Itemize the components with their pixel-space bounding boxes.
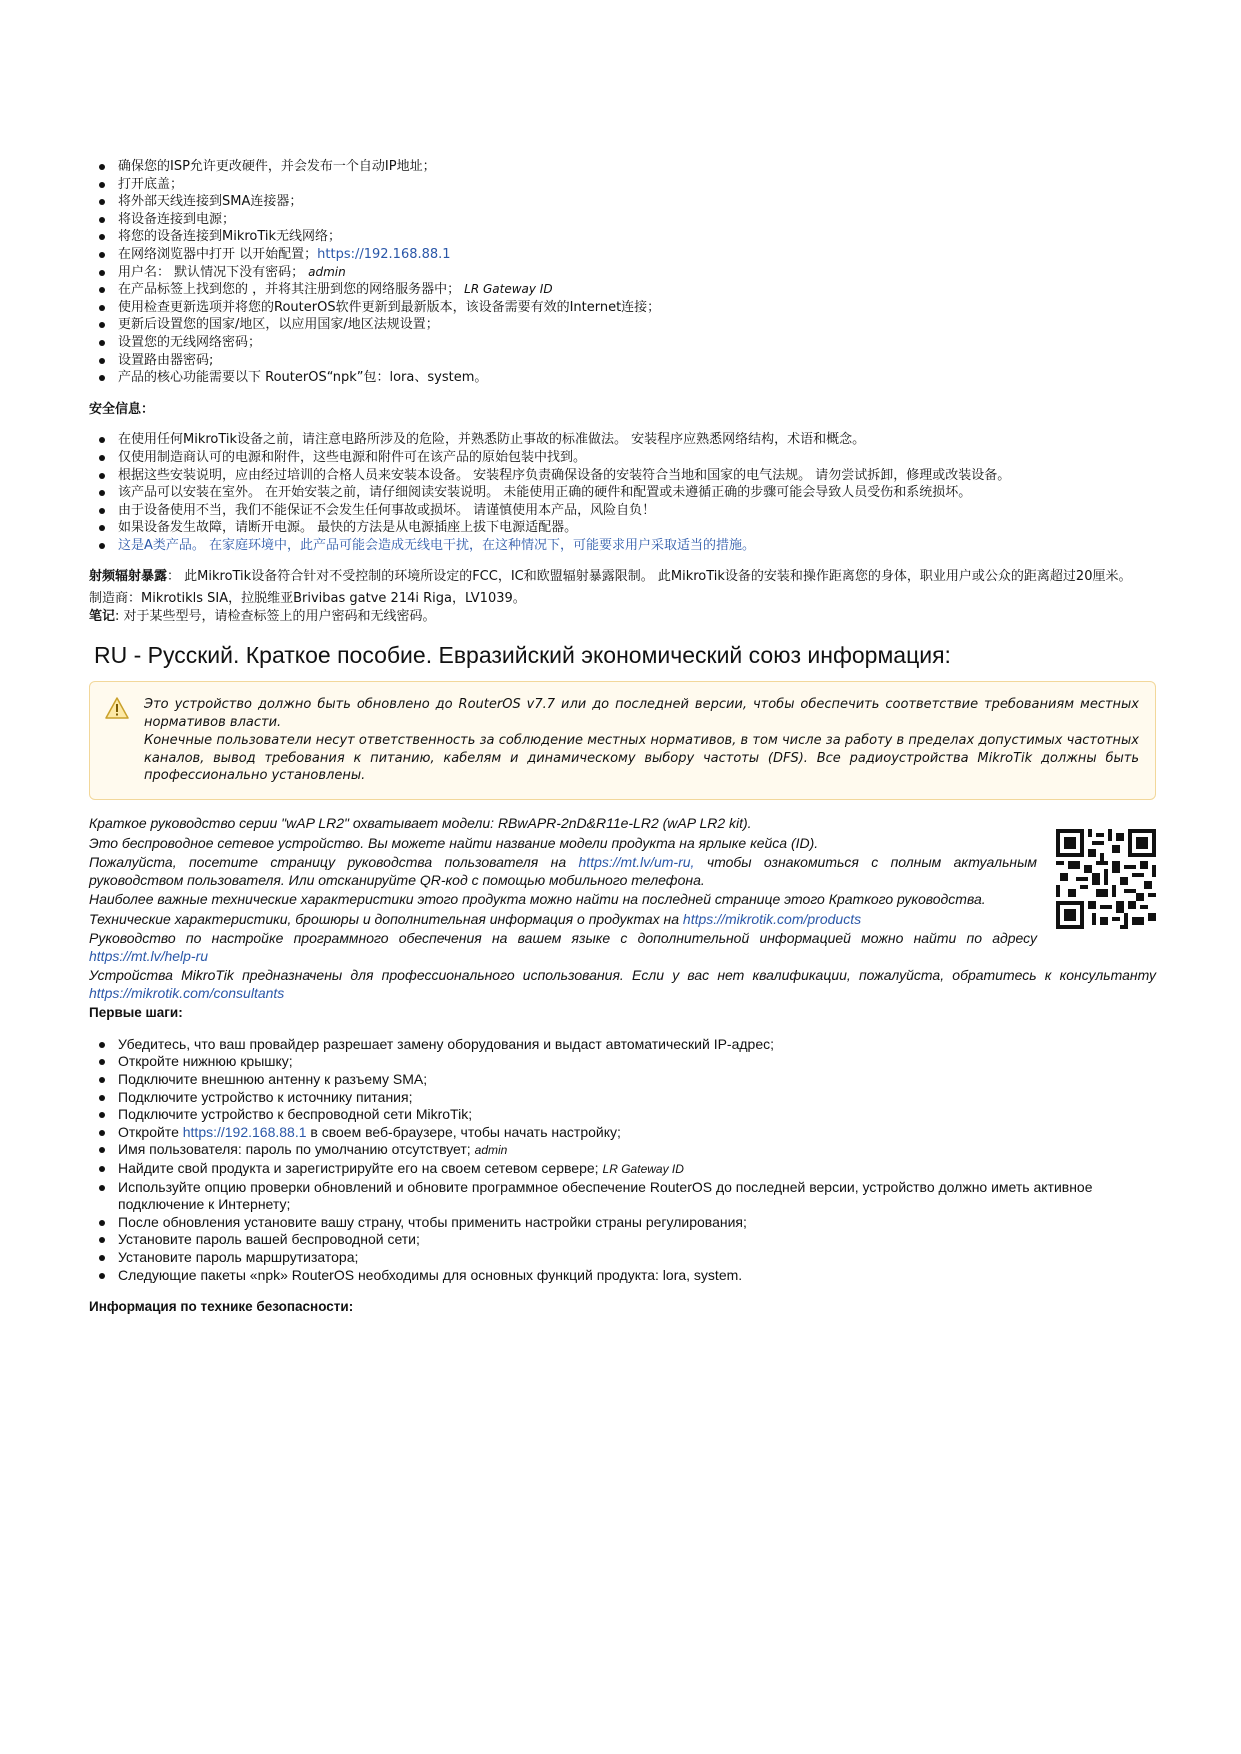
list-item (118, 1089, 1158, 1107)
inline-value: LR Gateway ID (602, 1161, 684, 1176)
list-item-text: Используйте опцию проверки обновлений и обновите программное обеспечение RouterOS до последней версии, устройство должно иметь активное подключение к Интернету; (118, 1178, 1093, 1213)
ru-heading: RU - Русский. Краткое пособие. Евразийский экономический союз информация: (94, 642, 951, 669)
list-item (118, 484, 1156, 502)
note-label: 笔记 (89, 608, 116, 624)
note-paragraph (89, 608, 1156, 626)
list-item (118, 1053, 1158, 1071)
list-item-text: 根据这些安装说明，应由经过培训的合格人员来安装本设备。 安装程序负责确保设备的安装符合当地和国家的电气法规。 请勿尝试拆卸，修理或改装设备。 (118, 467, 1011, 483)
consultants-link[interactable]: https://mikrotik.com/consultants (89, 984, 285, 1001)
list-item-text: Откройте (118, 1123, 183, 1140)
list-item (118, 211, 1156, 229)
ru-intro-consultants (89, 967, 1156, 1002)
list-item (118, 431, 1156, 449)
list-item (118, 352, 1156, 370)
list-item-text: 仅使用制造商认可的电源和附件，这些电源和附件可在该产品的原始包装中找到。 (118, 449, 587, 465)
ru-intro-manual-text-b: чтобы ознакомиться с полным актуальным руководством пользователя. Или отсканируйте QR-код с помощью мобильного телефона. (89, 854, 1038, 888)
list-item (118, 1214, 1158, 1232)
list-item (118, 334, 1156, 352)
ru-intro (89, 815, 1156, 1022)
ru-intro-products-text: Технические характеристики, брошюры и дополнительная информация о продуктах на (89, 910, 680, 927)
list-item (118, 316, 1156, 334)
list-item (118, 1071, 1158, 1089)
list-item-text: Найдите свой продукта и зарегистрируйте его на своем сетевом сервере; (118, 1159, 599, 1176)
ru-intro-models: Краткое руководство серии "wAP LR2" охватывает модели: RBwAPR-2nD&R11e-LR2 (wAP LR2 kit). (89, 815, 752, 832)
ru-steps-list (89, 1036, 1158, 1284)
list-item (118, 281, 1156, 299)
list-item (118, 537, 1156, 555)
list-item (118, 158, 1156, 176)
list-item-text: Подключите устройство к источнику питания; (118, 1088, 413, 1105)
list-item (118, 1231, 1158, 1249)
list-item-text: 将外部天线连接到SMA连接器； (118, 194, 303, 210)
list-item-text: в своем веб-браузере, чтобы начать настройку; (306, 1123, 621, 1140)
rf-exposure-paragraph (89, 568, 1156, 586)
list-item (118, 1124, 1158, 1142)
list-item-text: 由于设备使用不当，我们不能保证不会发生任何事故或损坏。 请谨慎使用本产品，风险自负！ (118, 502, 656, 518)
user-manual-link[interactable]: https://mt.lv/um-ru, (578, 854, 695, 871)
list-item-text: 产品的核心功能需要以下 RouterOS“npk”包：lora、system。 (118, 370, 488, 386)
list-item (118, 449, 1156, 467)
list-item-text: Следующие пакеты «npk» RouterOS необходимы для основных функций продукта: lora, system. (118, 1266, 743, 1283)
qr-code[interactable] (1056, 829, 1156, 929)
list-item (118, 467, 1156, 485)
ru-intro-manual-text-a: Пожалуйста, посетите страницу руководства пользователя на (89, 854, 567, 871)
ru-intro-products (89, 911, 1037, 929)
rf-exposure-text: ： 此MikroTik设备符合针对不受控制的环境所设定的FCC，IC和欧盟辐射暴露限制。 此MikroTik设备的安装和操作距离您的身体，职业用户或公众的距离超过20厘米。 (167, 569, 1132, 585)
list-item-text: 用户名： 默认情况下没有密码； (118, 264, 305, 280)
ru-first-steps-title: Первые шаги: (89, 1005, 183, 1021)
list-item-text: 该产品可以安装在室外。 在开始安装之前，请仔细阅读安装说明。 未能使用正确的硬件和配置或未遵循正确的步骤可能会导致人员受伤和系统损坏。 (118, 485, 972, 501)
list-item (118, 193, 1156, 211)
list-item-text: 打开底盖； (118, 176, 184, 192)
rf-exposure-label: 射频辐射暴露 (89, 569, 168, 585)
zh-safety-title: 安全信息： (89, 401, 155, 417)
help-link[interactable]: https://mt.lv/help-ru (89, 947, 209, 964)
manufacturer-info: 制造商：Mikrotikls SIA，拉脱维亚Brivibas gatve 214i Riga，LV1039。 (89, 591, 526, 607)
list-item-text: Имя пользователя: пароль по умолчанию отсутствует; (118, 1141, 471, 1158)
list-item-text: Установите пароль маршрутизатора; (118, 1248, 359, 1265)
ru-intro-help-text: Руководство по настройке программного обеспечения на вашем языке с дополнительной информацией можно найти по адресу (89, 930, 1037, 947)
document-page (89, 158, 1156, 1316)
ru-intro-device: Это беспроводное сетевое устройство. Вы можете найти название модели продукта на ярлыке кейса (ID). (89, 834, 819, 851)
inline-value: admin (474, 1143, 508, 1158)
list-item-text: Откройте нижнюю крышку; (118, 1053, 293, 1070)
list-item (118, 502, 1156, 520)
warning-panel (89, 681, 1156, 800)
list-item (118, 228, 1156, 246)
list-item-text: После обновления установите вашу страну, чтобы применить настройки страны регулирования; (118, 1213, 747, 1230)
zh-safety-list (89, 431, 1156, 554)
warning-icon (104, 696, 130, 720)
list-item (118, 176, 1156, 194)
list-item (118, 519, 1156, 537)
list-item-text: 设置您的无线网络密码； (118, 334, 262, 350)
ru-intro-manual (89, 854, 1037, 889)
list-item (118, 1141, 1158, 1160)
list-item-text: 设置路由器密码; (118, 352, 214, 368)
list-item-text: 在使用任何MikroTik设备之前，请注意电路所涉及的危险，并熟悉防止事故的标准做法。 安装程序应熟悉网络结构，术语和概念。 (118, 432, 866, 448)
products-link[interactable]: https://mikrotik.com/products (682, 910, 862, 927)
ru-intro-specs: Наиболее важные технические характеристики этого продукта можно найти на последней странице этого Краткого руководства. (89, 891, 986, 908)
list-item-text: 这是A类产品。 在家庭环境中，此产品可能会造成无线电干扰，在这种情况下，可能要求用户采取适当的措施。 (118, 537, 756, 553)
list-item (118, 1179, 1158, 1214)
list-item-text: 将您的设备连接到MikroTik无线网络； (118, 229, 342, 245)
ru-intro-help (89, 930, 1037, 965)
list-item-text: 在网络浏览器中打开 以开始配置； (118, 246, 318, 262)
list-item (118, 1267, 1158, 1285)
list-item (118, 369, 1156, 387)
list-item (118, 1249, 1158, 1267)
warning-text-1: Это устройство должно быть обновлено до RouterOS v7.7 или до последней версии, чтобы обеспечить соответствие требованиям местных нормативов власти. (144, 697, 1139, 731)
list-item-text: 在产品标签上找到您的 ，并将其注册到您的网络服务器中； (118, 282, 461, 298)
inline-value: LR Gateway ID (464, 282, 553, 297)
list-item (118, 1036, 1158, 1054)
list-item-text: Установите пароль вашей беспроводной сети; (118, 1231, 420, 1248)
list-item-text: 使用检查更新选项并将您的RouterOS软件更新到最新版本，该设备需要有效的Internet连接； (118, 299, 661, 315)
list-item-text: Убедитесь, что ваш провайдер разрешает замену оборудования и выдаст автоматический IP-адрес; (118, 1035, 774, 1052)
list-item-text: 确保您的ISP允许更改硬件，并会发布一个自动IP地址； (118, 159, 436, 174)
setup-url-link[interactable]: https://192.168.88.1 (182, 1123, 307, 1140)
list-item (118, 299, 1156, 317)
list-item (118, 1160, 1158, 1179)
ru-safety-title: Информация по технике безопасности: (89, 1299, 354, 1315)
warning-text-2: Конечные пользователи несут ответственность за соблюдение местных нормативов, в том числе за работу в пределах допустимых частотных каналов, вывод требования к питанию, кабелям и динамическому выбору частоты (DFS). Все радиоустройства MikroTik должны быть профессионально установлены. (144, 732, 1139, 784)
inline-value: admin (308, 264, 346, 279)
list-item (118, 1106, 1158, 1124)
setup-url-link[interactable]: https://192.168.88.1 (317, 246, 451, 262)
list-item-text: 将设备连接到电源； (118, 211, 236, 227)
list-item (118, 264, 1156, 282)
note-text: : 对于某些型号，请检查标签上的用户密码和无线密码。 (115, 608, 436, 624)
list-item-text: 更新后设置您的国家/地区，以应用国家/地区法规设置； (118, 317, 439, 333)
list-item-text: 如果设备发生故障，请断开电源。 最快的方法是从电源插座上拔下电源适配器。 (118, 520, 578, 536)
zh-steps-list (89, 158, 1156, 387)
list-item-text: Подключите внешнюю антенну к разъему SMA; (118, 1071, 428, 1088)
list-item-text: Подключите устройство к беспроводной сети MikroTik; (118, 1106, 473, 1123)
list-item (118, 246, 1156, 264)
ru-intro-consultants-text: Устройства MikroTik предназначены для профессионального использования. Если у вас нет квалификации, пожалуйста, обратитесь к консультанту (89, 967, 1156, 984)
